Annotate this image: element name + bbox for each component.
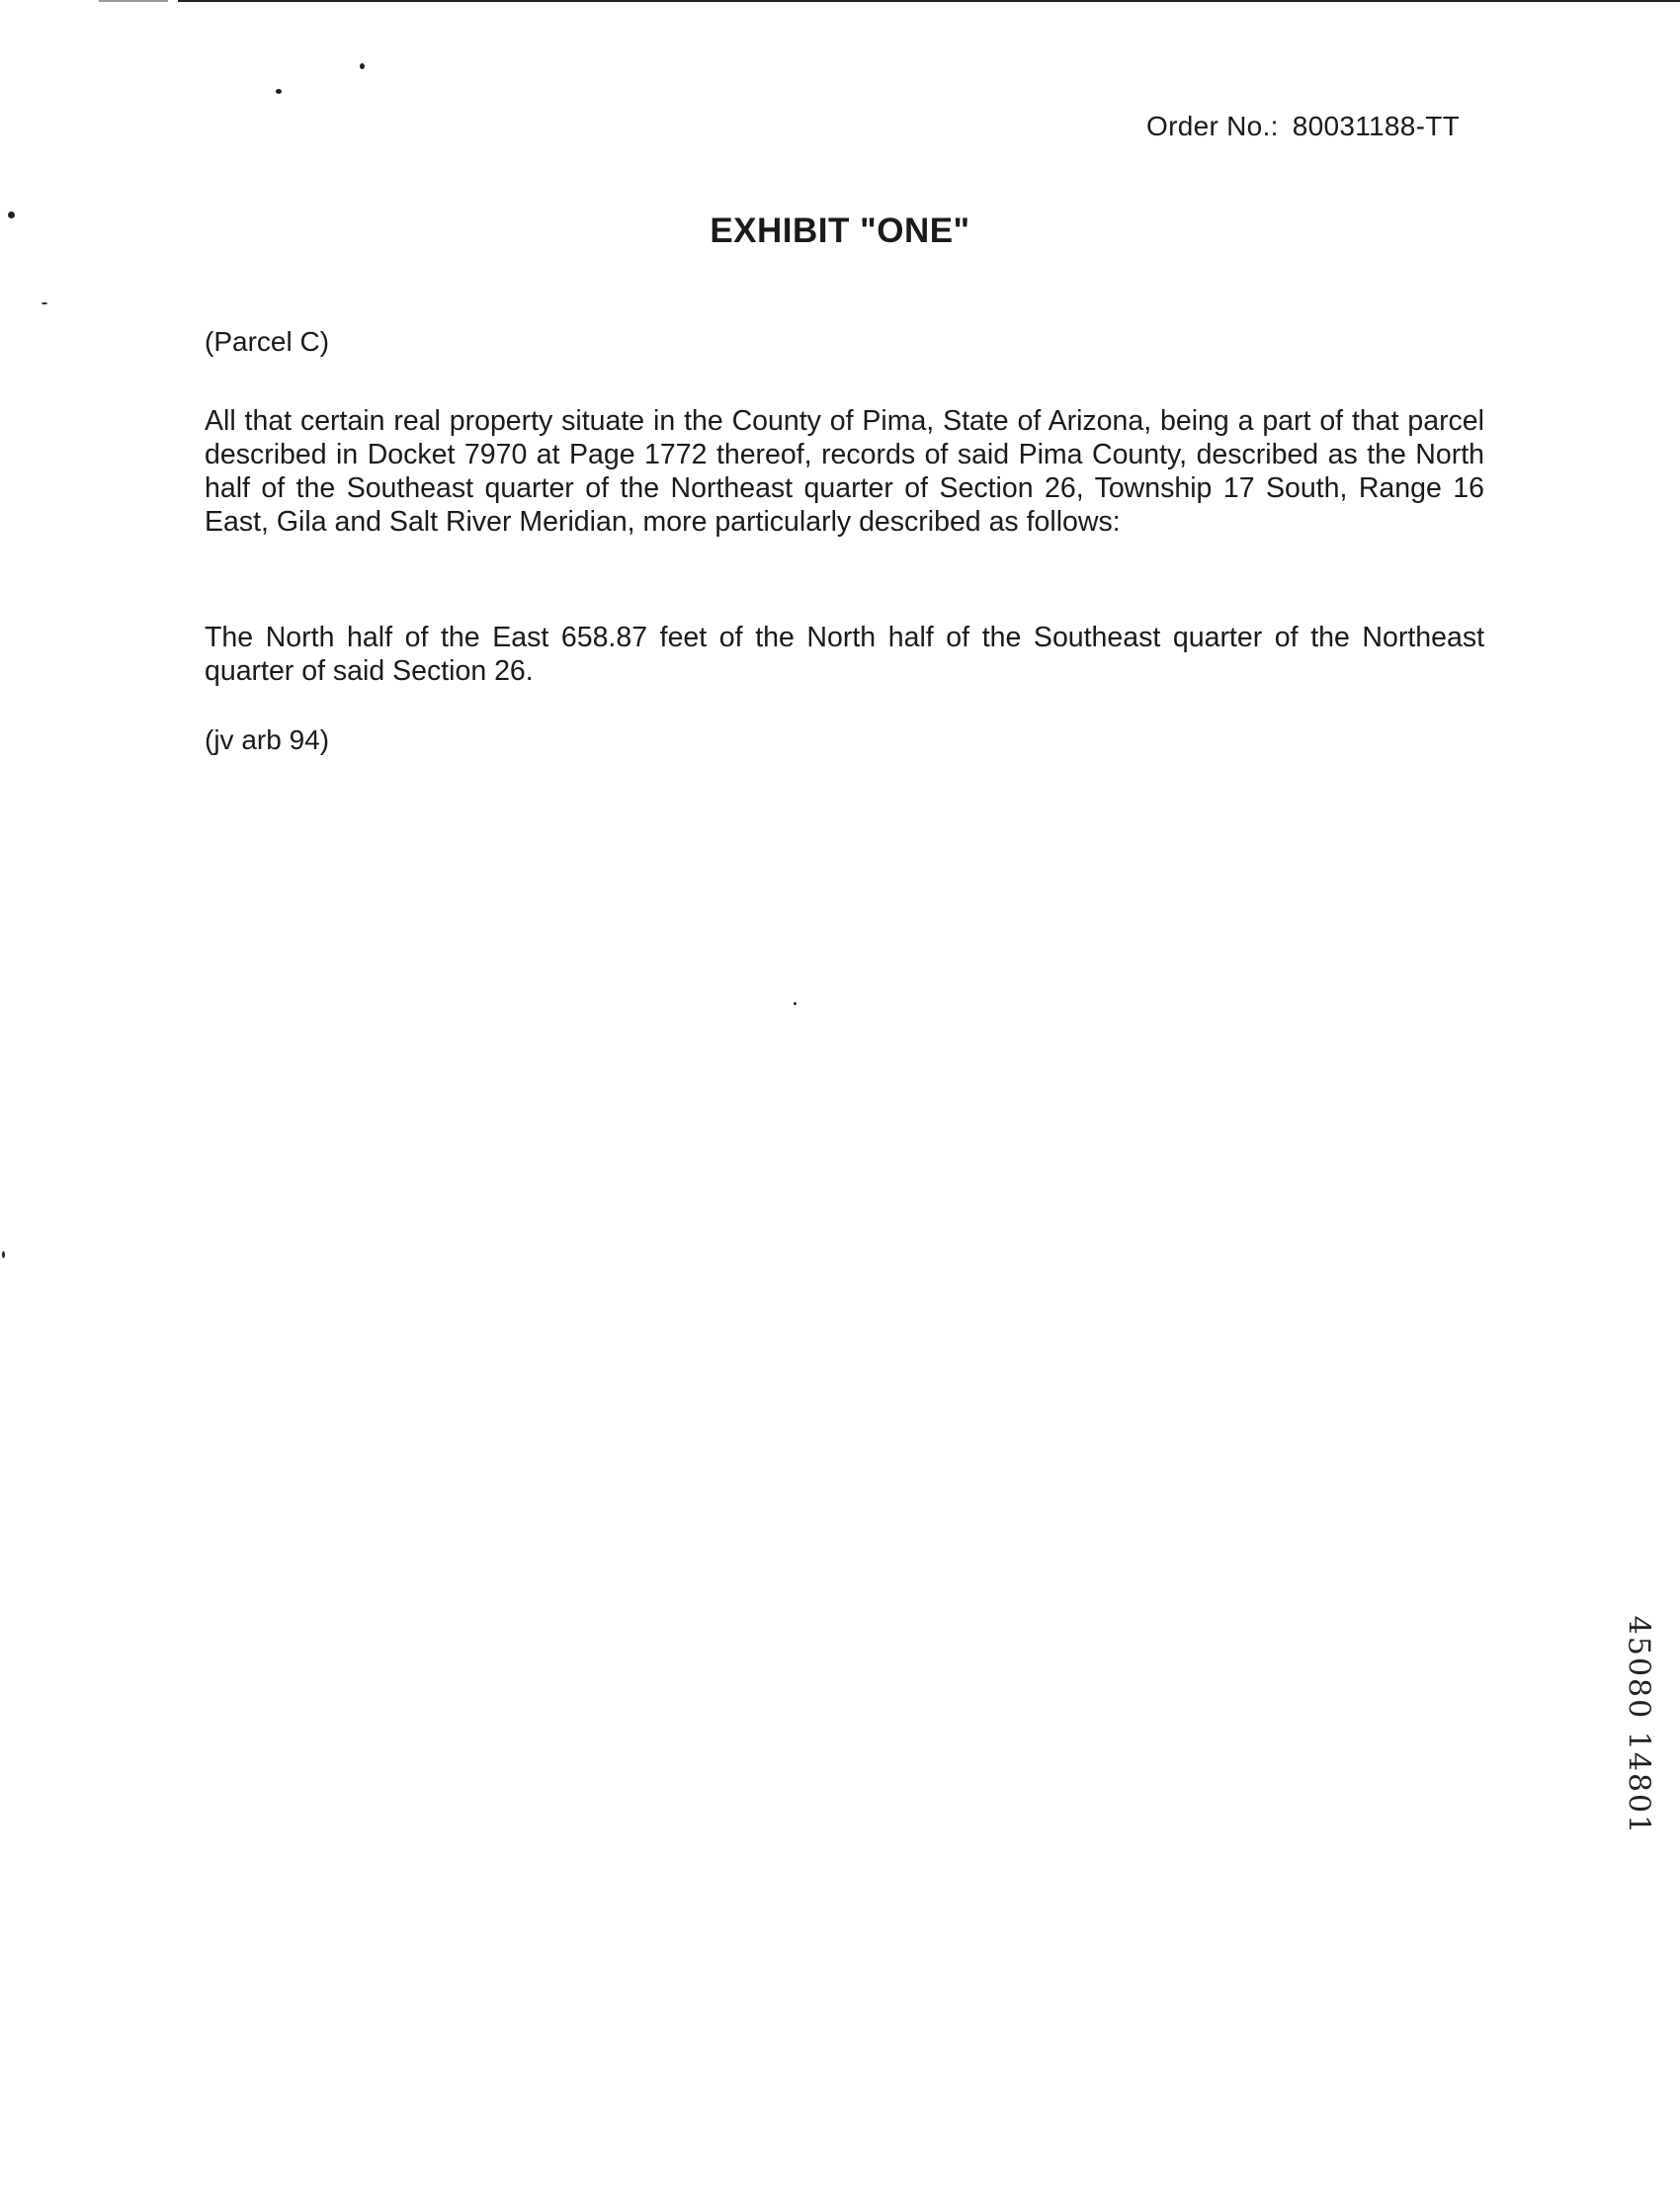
scan-edge-mark: [99, 0, 168, 2]
order-number: [1146, 111, 1460, 142]
parcel-detail-paragraph: The North half of the East 658.87 feet of the North half of the Southeast quarter of the Northeast quarter of said Section 26.: [205, 622, 1484, 687]
scan-speck: [360, 63, 365, 69]
order-number-value: 80031188-TT: [1292, 111, 1461, 141]
exhibit-title: EXHIBIT "ONE": [710, 212, 970, 250]
scan-top-rule: [178, 0, 1680, 2]
parcel-label: (Parcel C): [205, 326, 330, 357]
reference-note: (jv arb 94): [205, 724, 330, 755]
scan-speck: [794, 1002, 797, 1005]
property-description-paragraph: All that certain real property situate in the County of Pima, State of Arizona, being a part of that parcel described in Docket 7970 at Page 1772 thereof, records of said Pima County, described as the North half of the Southeast quarter of the Northeast quarter of Section 26, Township 17 South, Range 16 East, Gila and Salt River Meridian, more particularly described as follows:: [205, 405, 1484, 538]
scan-speck: [276, 89, 282, 94]
docket-stamp-text: 45080 14801: [1621, 1615, 1656, 1836]
order-number-label: Order No.:: [1146, 111, 1279, 141]
scan-speck: [42, 302, 47, 304]
docket-stamp: [1619, 1591, 1658, 1860]
scan-speck: [2, 1251, 5, 1258]
